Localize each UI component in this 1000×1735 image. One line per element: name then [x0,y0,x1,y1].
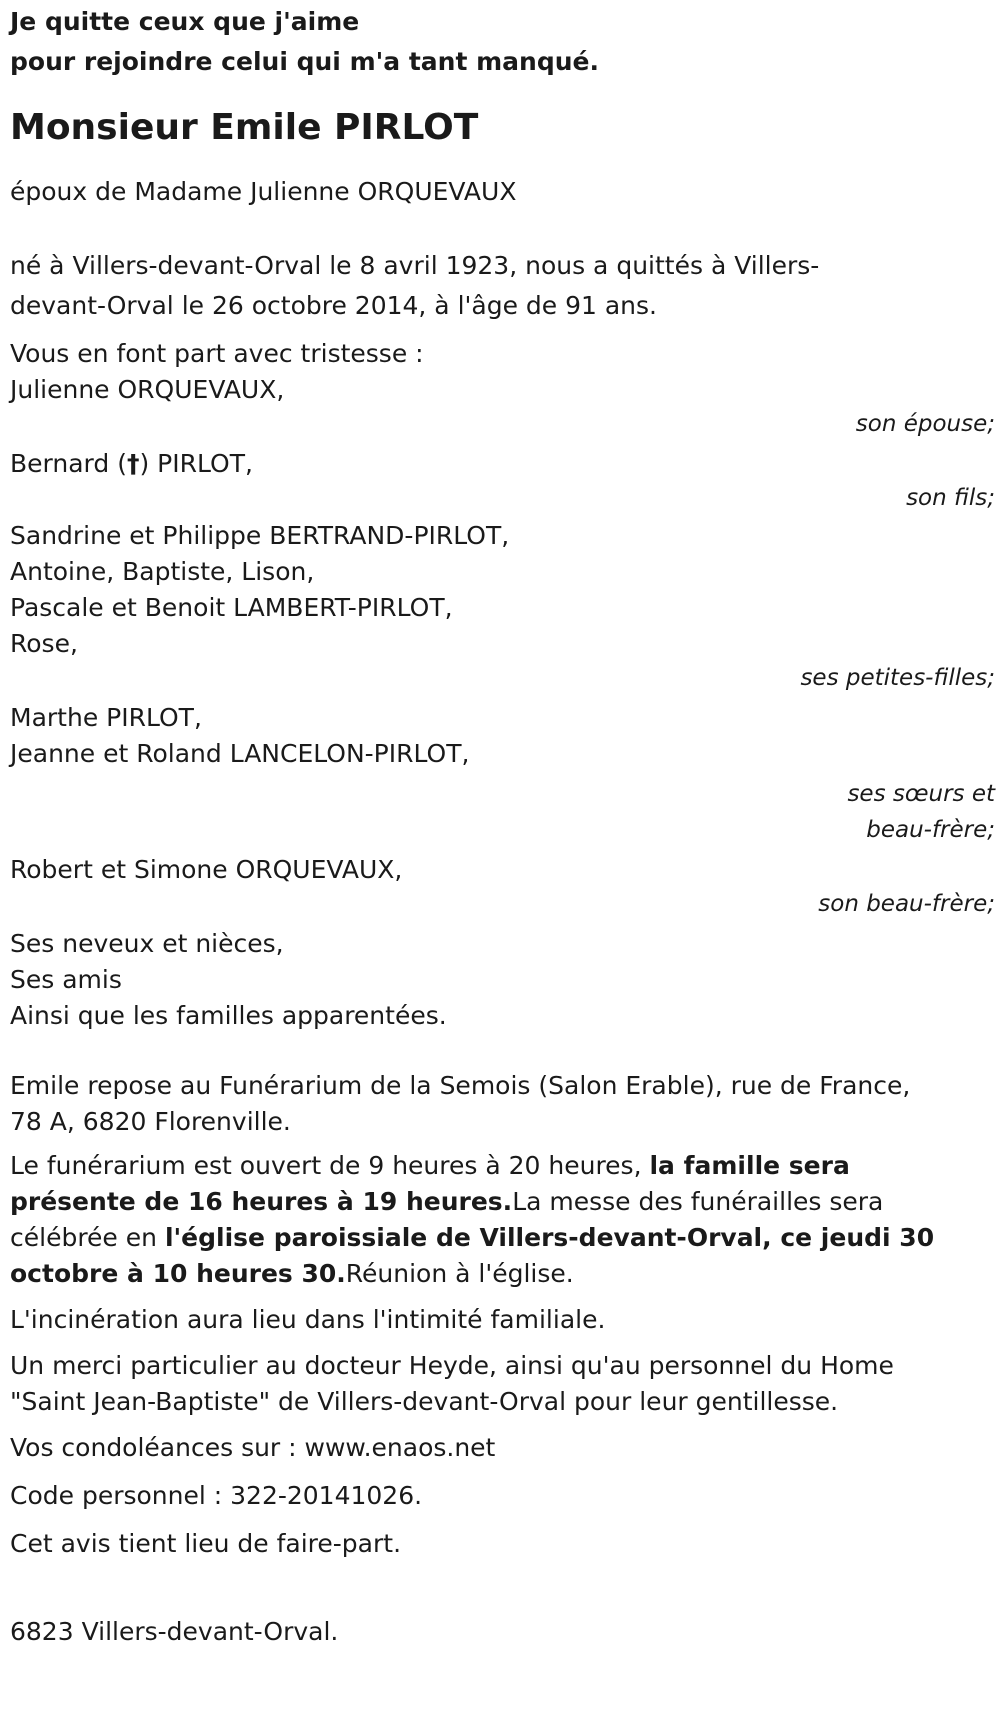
text-line: 78 A, 6820 Florenville. [10,1107,291,1136]
text-part-bold: la famille sera [649,1151,850,1180]
text-part-bold: octobre à 10 heures 30. [10,1259,346,1288]
schedule-paragraph [10,1148,995,1292]
family-group-brother-in-law [10,850,995,924]
family-group-son [10,444,995,518]
funeral-home-paragraph [10,1068,995,1140]
text-line: "Saint Jean-Baptiste" de Villers-devant-Orval pour leur gentillesse. [10,1387,839,1416]
birth-death-paragraph [10,246,995,326]
family-name: Ainsi que les familles apparentées. [10,1001,447,1030]
family-group-sisters [10,700,995,848]
name-part: Bernard ( [10,449,127,478]
family-group-granddaughters [10,518,995,698]
epigraph-line: pour rejoindre celui qui m'a tant manqué. [10,47,599,76]
family-name: Marthe PIRLOT, [10,703,202,732]
text-line [10,1220,995,1256]
text-line [10,1148,995,1184]
family-name: Jeanne et Roland LANCELON-PIRLOT, [10,739,470,768]
text-line: Un merci particulier au docteur Heyde, ainsi qu'au personnel du Home [10,1351,894,1380]
notice-line: Cet avis tient lieu de faire-part. [10,1529,402,1558]
personal-code-line: Code personnel : 322-20141026. [10,1481,423,1510]
spouse-line: époux de Madame Julienne ORQUEVAUX [10,177,517,206]
address-line: 6823 Villers-devant-Orval. [10,1617,339,1646]
family-role: son fils; [906,485,995,511]
family-name: Ses neveux et nièces, [10,929,284,958]
family-name: Rose, [10,629,78,658]
deceased-name: Monsieur Emile PIRLOT [10,107,479,148]
family-role: beau-frère; [866,817,995,843]
text-part: Réunion à l'église. [345,1259,574,1288]
family-name: Sandrine et Philippe BERTRAND-PIRLOT, [10,521,510,550]
text-line: devant-Orval le 26 octobre 2014, à l'âge de 91 ans. [10,291,657,320]
family-name: Robert et Simone ORQUEVAUX, [10,855,403,884]
family-role: son beau-frère; [818,891,995,917]
name-part: ) PIRLOT, [139,449,253,478]
text-line [10,1184,995,1220]
text-part-bold: présente de 16 heures à 19 heures. [10,1187,513,1216]
family-name: Pascale et Benoit LAMBERT-PIRLOT, [10,593,453,622]
family-name: Julienne ORQUEVAUX, [10,375,285,404]
family-group-spouse [10,370,995,444]
epigraph [10,2,995,82]
text-line [10,1256,995,1292]
text-part: célébrée en [10,1223,165,1252]
text-line: né à Villers-devant-Orval le 8 avril 1923, nous a quittés à Villers- [10,251,820,280]
family-group-others [10,926,995,1034]
text-part: Le funérarium est ouvert de 9 heures à 20 heures, [10,1151,650,1180]
epigraph-line: Je quitte ceux que j'aime [10,7,360,36]
family-role: ses petites-filles; [800,665,995,691]
text-line: Emile repose au Funérarium de la Semois (Salon Erable), rue de France, [10,1071,911,1100]
obituary-notice [10,0,995,1652]
text-part-bold: l'église paroissiale de Villers-devant-Orval, ce jeudi 30 [164,1223,935,1252]
family-name: Ses amis [10,965,122,994]
text-part: La messe des funérailles sera [512,1187,884,1216]
announcement-intro: Vous en font part avec tristesse : [10,339,424,368]
family-role: ses sœurs et [847,781,995,807]
cremation-line: L'incinération aura lieu dans l'intimité familiale. [10,1305,606,1334]
family-role: son épouse; [855,411,995,437]
thanks-paragraph [10,1348,995,1420]
condolences-line: Vos condoléances sur : www.enaos.net [10,1433,496,1462]
family-name: Antoine, Baptiste, Lison, [10,557,315,586]
dagger-icon: † [126,449,140,478]
